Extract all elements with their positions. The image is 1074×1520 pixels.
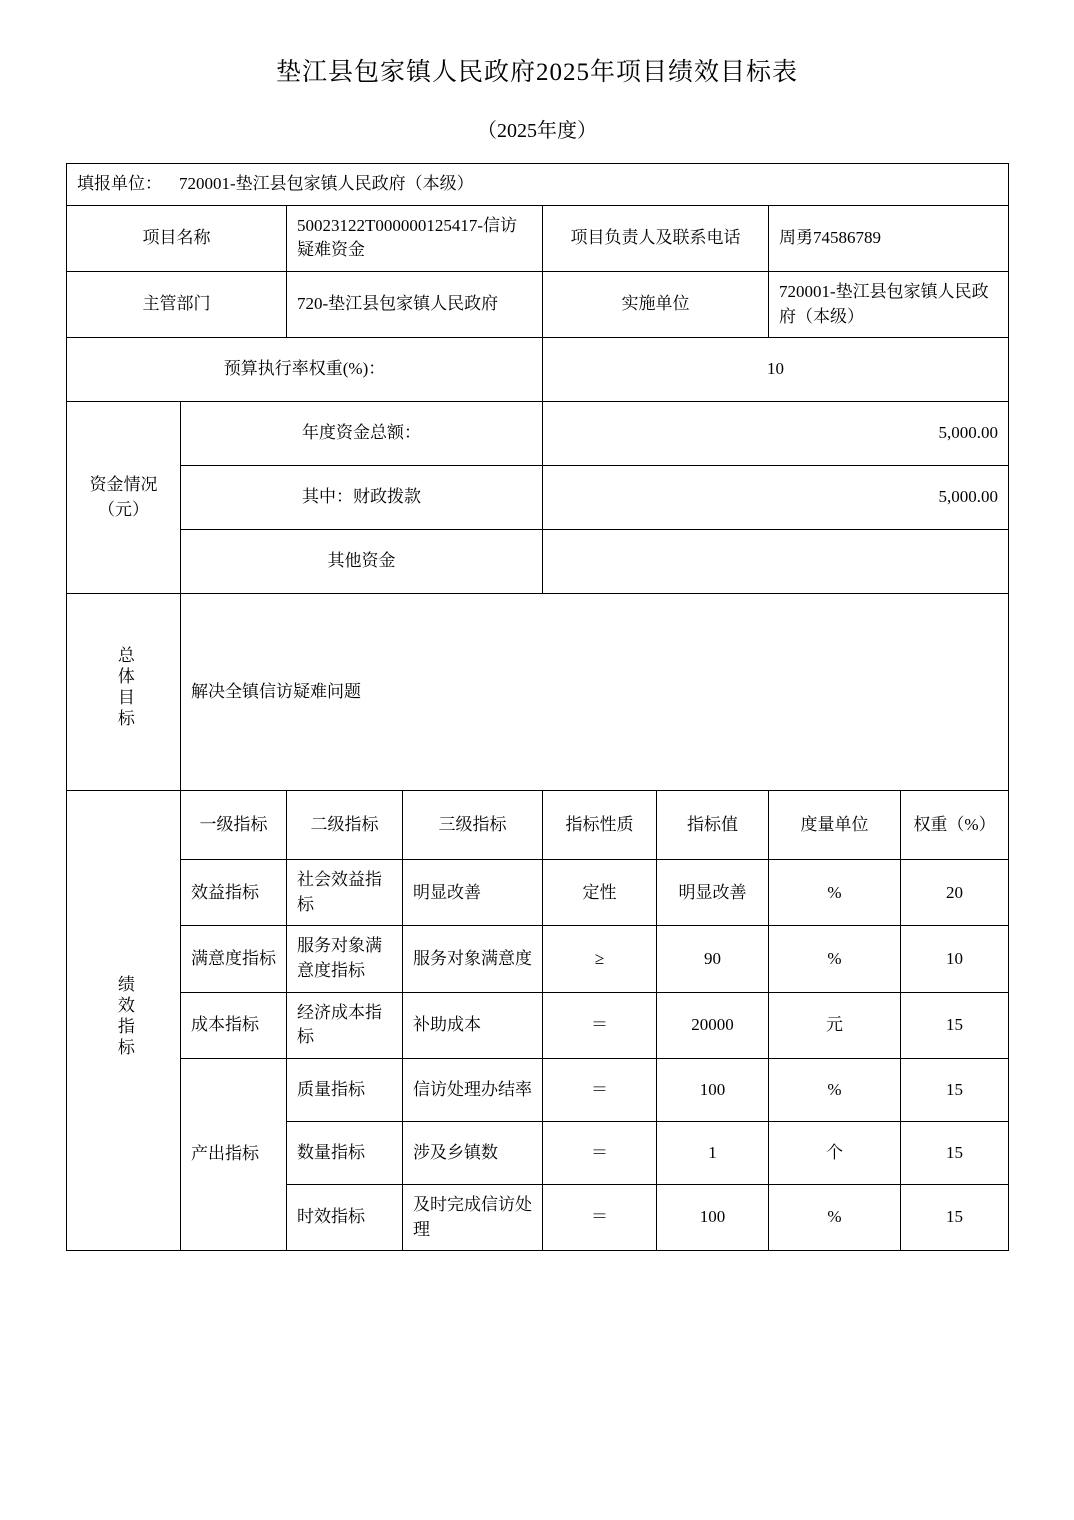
- indicator-level2: 数量指标: [287, 1122, 403, 1185]
- overall-goal-label: [67, 594, 181, 791]
- indicator-level3: 及时完成信访处理: [403, 1185, 543, 1251]
- fund-fiscal-label: 其中：财政拨款: [181, 466, 543, 530]
- indicator-col-header-level3: 三级指标: [403, 791, 543, 860]
- table-row: [67, 466, 1009, 530]
- project-owner-value: 周勇74586789: [769, 205, 1009, 271]
- indicator-level2: 时效指标: [287, 1185, 403, 1251]
- indicator-col-header-level1: 一级指标: [181, 791, 287, 860]
- indicator-level2: 质量指标: [287, 1059, 403, 1122]
- indicator-level2: 社会效益指标: [287, 860, 403, 926]
- fund-total-label: 年度资金总额：: [181, 402, 543, 466]
- table-row: [67, 594, 1009, 791]
- table-row: [67, 1059, 1009, 1122]
- performance-goal-table: [66, 163, 1009, 1251]
- indicator-unit: 个: [769, 1122, 901, 1185]
- indicator-value: 90: [657, 926, 769, 992]
- indicator-level3: 服务对象满意度: [403, 926, 543, 992]
- indicator-value: 100: [657, 1185, 769, 1251]
- indicator-level1: 满意度指标: [181, 926, 287, 992]
- indicator-nature: ＝: [543, 1185, 657, 1251]
- indicator-nature: ＝: [543, 992, 657, 1058]
- indicator-nature: ≥: [543, 926, 657, 992]
- project-owner-label: 项目负责人及联系电话: [543, 205, 769, 271]
- implementing-unit-value: 720001-垫江县包家镇人民政府（本级）: [769, 271, 1009, 337]
- budget-execution-rate-value: 10: [543, 338, 1009, 402]
- indicator-weight: 15: [901, 1059, 1009, 1122]
- indicator-level3: 补助成本: [403, 992, 543, 1058]
- budget-execution-rate-label: 预算执行率权重(%)：: [67, 338, 543, 402]
- indicator-level1: 效益指标: [181, 860, 287, 926]
- indicator-nature: 定性: [543, 860, 657, 926]
- fund-fiscal-value: 5,000.00: [543, 466, 1009, 530]
- indicator-header-row: [67, 791, 1009, 860]
- fund-situation-label-line1: 资金情况: [89, 475, 158, 495]
- indicator-unit: %: [769, 926, 901, 992]
- page-subtitle: （2025年度）: [477, 120, 597, 142]
- performance-indicator-label: [67, 791, 181, 1251]
- table-row: [67, 992, 1009, 1058]
- indicator-value: 100: [657, 1059, 769, 1122]
- indicator-col-header-weight: 权重（%）: [901, 791, 1009, 860]
- indicator-unit: %: [769, 1185, 901, 1251]
- project-name-value: 50023122T000000125417-信访疑难资金: [287, 205, 543, 271]
- indicator-nature: ＝: [543, 1122, 657, 1185]
- indicator-value: 明显改善: [657, 860, 769, 926]
- table-row: [67, 271, 1009, 337]
- supervising-dept-label: 主管部门: [67, 271, 287, 337]
- indicator-level2: 经济成本指标: [287, 992, 403, 1058]
- table-row: [67, 338, 1009, 402]
- fund-situation-label: [67, 402, 181, 594]
- indicator-unit: %: [769, 860, 901, 926]
- indicator-value: 1: [657, 1122, 769, 1185]
- fund-other-value: [543, 530, 1009, 594]
- report-unit-cell: [67, 164, 1009, 206]
- indicator-level1: 产出指标: [181, 1059, 287, 1251]
- indicator-value: 20000: [657, 992, 769, 1058]
- overall-goal-value: 解决全镇信访疑难问题: [181, 594, 1009, 791]
- indicator-weight: 15: [901, 992, 1009, 1058]
- indicator-col-header-unit: 度量单位: [769, 791, 901, 860]
- indicator-weight: 10: [901, 926, 1009, 992]
- fund-situation-label-line2: （元）: [98, 499, 149, 519]
- indicator-unit: %: [769, 1059, 901, 1122]
- indicator-level2: 服务对象满意度指标: [287, 926, 403, 992]
- indicator-col-header-level2: 二级指标: [287, 791, 403, 860]
- indicator-level3: 涉及乡镇数: [403, 1122, 543, 1185]
- fund-other-label: 其他资金: [181, 530, 543, 594]
- indicator-weight: 15: [901, 1185, 1009, 1251]
- table-row: [67, 926, 1009, 992]
- indicator-level3: 信访处理办结率: [403, 1059, 543, 1122]
- supervising-dept-value: 720-垫江县包家镇人民政府: [287, 271, 543, 337]
- overall-goal-label-text: 总体目标: [114, 646, 134, 731]
- fund-total-value: 5,000.00: [543, 402, 1009, 466]
- report-unit-value: 720001-垫江县包家镇人民政府（本级）: [179, 174, 474, 193]
- indicator-level3: 明显改善: [403, 860, 543, 926]
- project-name-label: 项目名称: [67, 205, 287, 271]
- table-row: [67, 205, 1009, 271]
- report-unit-label: 填报单位：: [77, 174, 162, 193]
- table-row: [67, 402, 1009, 466]
- indicator-col-header-nature: 指标性质: [543, 791, 657, 860]
- indicator-nature: ＝: [543, 1059, 657, 1122]
- performance-indicator-label-text: 绩效指标: [114, 974, 134, 1059]
- page-title: 垫江县包家镇人民政府2025年项目绩效目标表: [275, 59, 798, 86]
- table-row: [67, 860, 1009, 926]
- table-row: [67, 164, 1009, 206]
- indicator-unit: 元: [769, 992, 901, 1058]
- implementing-unit-label: 实施单位: [543, 271, 769, 337]
- indicator-weight: 15: [901, 1122, 1009, 1185]
- table-row: [67, 530, 1009, 594]
- indicator-level1: 成本指标: [181, 992, 287, 1058]
- indicator-weight: 20: [901, 860, 1009, 926]
- indicator-col-header-value: 指标值: [657, 791, 769, 860]
